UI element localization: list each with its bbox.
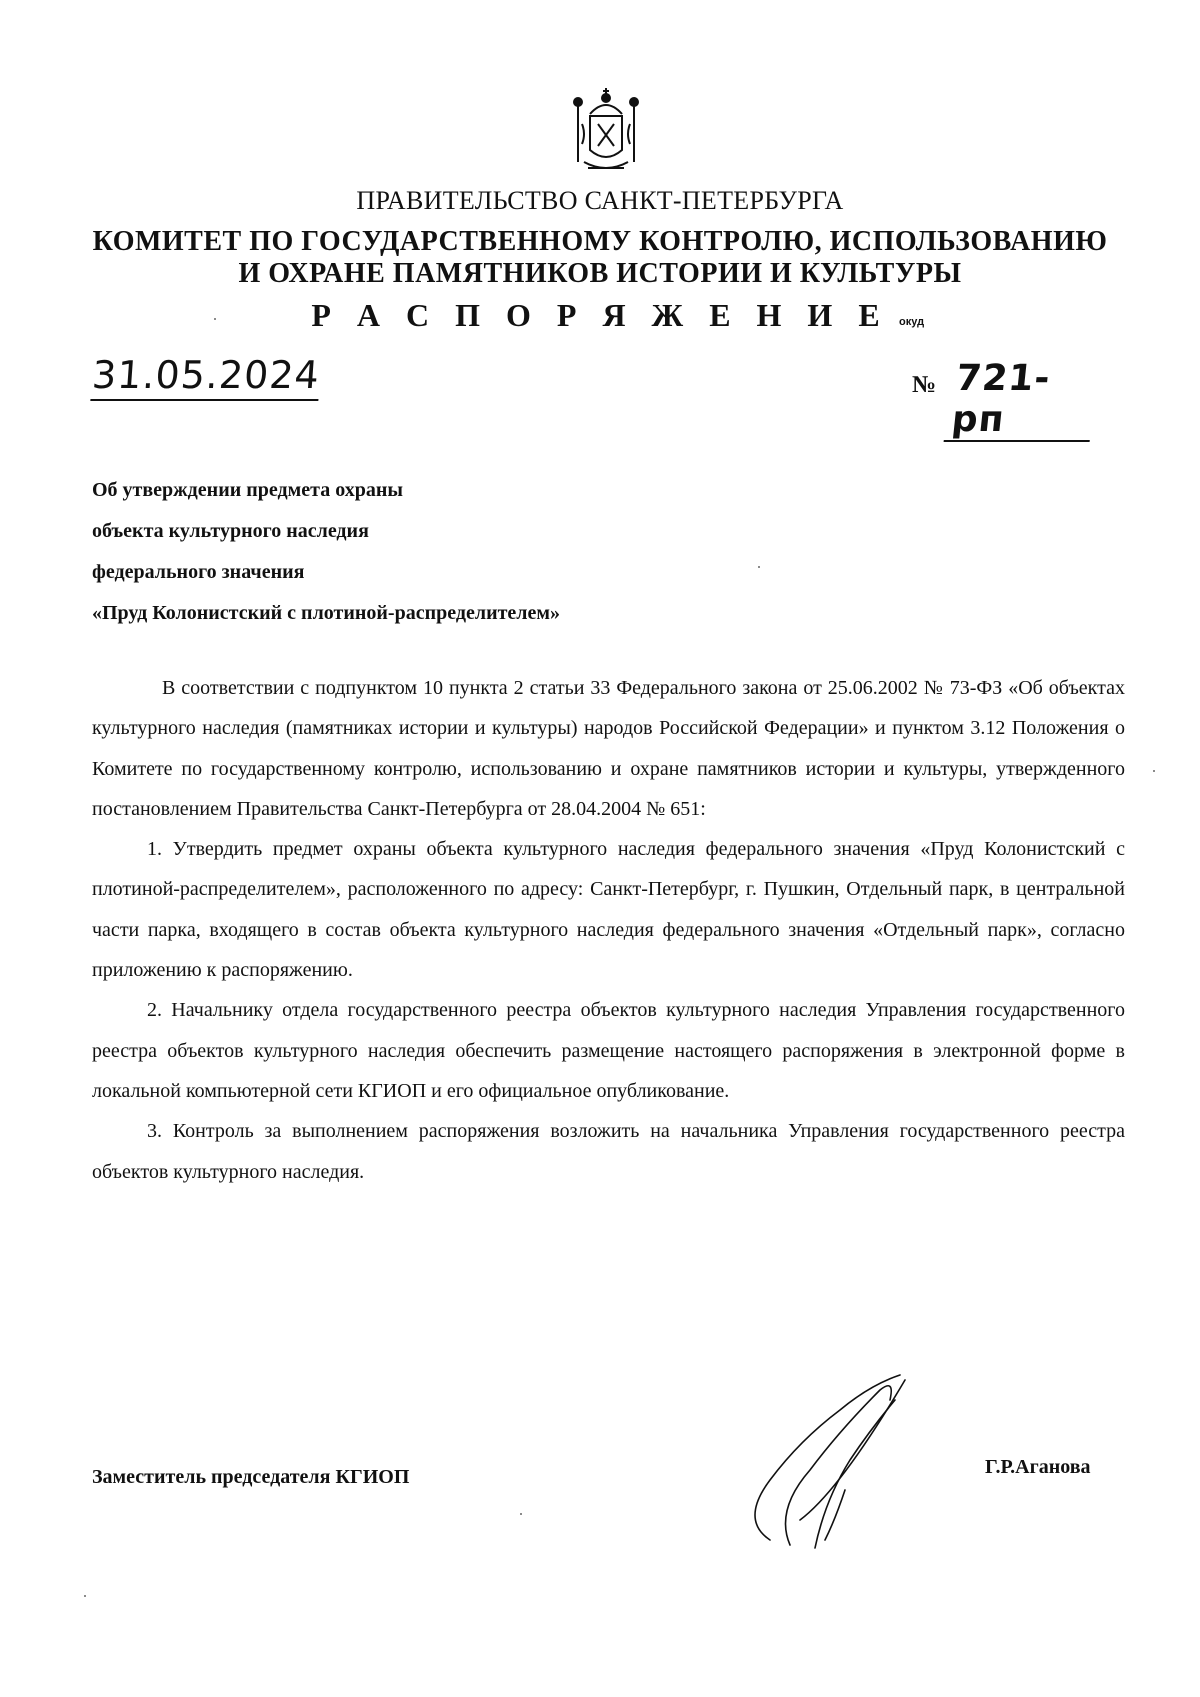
title-line: «Пруд Колонистский с плотиной-распределителем» (92, 602, 561, 624)
document-date: 31.05.2024 (90, 353, 321, 401)
coat-of-arms-icon (560, 84, 652, 176)
order-item-2: 2. Начальнику отдела государственного реестра объектов культурного наследия Управления государственного реестра объектов культурного наследия обеспечить размещение настоящего распоряжения в электронной форме в локальной компьютерной сети КГИОП и его официальное опубликование. (92, 999, 1125, 1102)
title-line: Об утверждении предмета охраны (92, 479, 403, 501)
signer-name: Г.Р.Аганова (985, 1456, 1091, 1478)
order-item-3: 3. Контроль за выполнением распоряжения возложить на начальника Управления государственного реестра объектов культурного наследия. (92, 1120, 1125, 1183)
title-line: федерального значения (92, 561, 305, 583)
government-name: ПРАВИТЕЛЬСТВО САНКТ-ПЕТЕРБУРГА (356, 186, 844, 215)
number-label: № (912, 372, 937, 398)
handwritten-signature (730, 1370, 930, 1560)
scan-speck (758, 566, 760, 568)
order-item-1: 1. Утвердить предмет охраны объекта культурного наследия федерального значения «Пруд Колонистский с плотиной-распределителем», расположенного по адресу: Санкт-Петербург, г. Пушкин, Отдельный парк, в центральной части парка, входящего в состав объекта культурного наследия федерального значения «Отдельный парк», согласно приложению к распоряжению. (92, 838, 1125, 982)
document-body (92, 668, 1125, 1192)
scan-speck (1153, 770, 1155, 772)
committee-name-line-2: И ОХРАНЕ ПАМЯТНИКОВ ИСТОРИИ И КУЛЬТУРЫ (238, 258, 962, 289)
okud-label: окуд (899, 316, 925, 328)
title-line: объекта культурного наследия (92, 520, 369, 542)
document-type: Р А С П О Р Я Ж Е Н И Е (311, 297, 889, 333)
document-number: 721-рп (944, 358, 1099, 442)
scan-speck (520, 1513, 522, 1515)
committee-name-line-1: КОМИТЕТ ПО ГОСУДАРСТВЕННОМУ КОНТРОЛЮ, ИСПОЛЬЗОВАНИЮ (92, 226, 1108, 257)
preamble-paragraph: В соответствии с подпунктом 10 пункта 2 статьи 33 Федерального закона от 25.06.2002 № 73-ФЗ «Об объектах культурного наследия (памятниках истории и культуры) народов Российской Федерации» и пунктом 3.12 Положения о Комитете по государственному контролю, использованию и охране памятников истории и культуры, утвержденного постановлением Правительства Санкт-Петербурга от 28.04.2004 № 651: (92, 677, 1125, 820)
scan-speck (214, 318, 216, 320)
document-title (92, 470, 560, 634)
signer-position: Заместитель председателя КГИОП (92, 1466, 410, 1488)
scan-speck (84, 1595, 86, 1597)
